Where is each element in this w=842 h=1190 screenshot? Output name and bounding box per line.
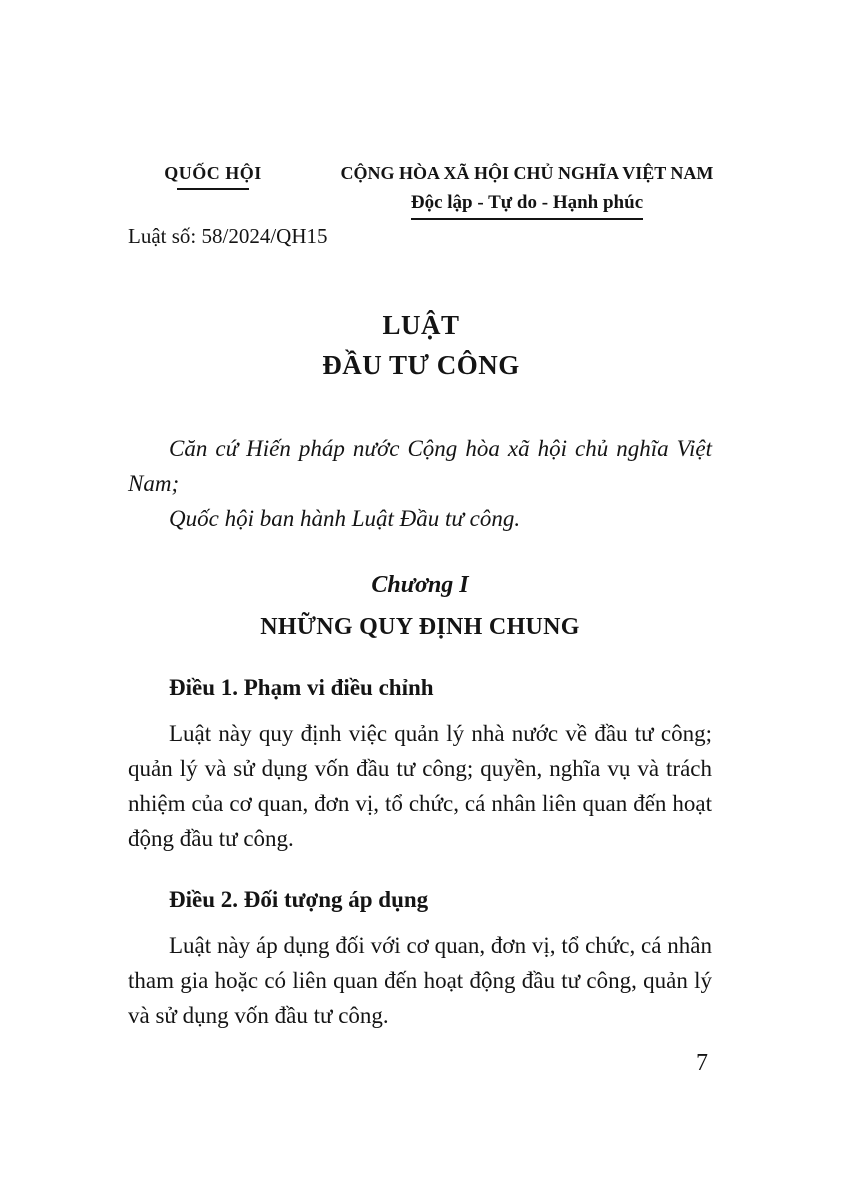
document-header [0,0,842,220]
article-2-heading: Điều 2. Đối tượng áp dụng [169,887,429,912]
preamble-clause: Quốc hội ban hành Luật Đầu tư công. [169,506,521,531]
document-title [0,305,842,385]
preamble-clause: Căn cứ Hiến pháp nước Cộng hòa xã hội chủ nghĩa Việt Nam; [128,436,712,496]
document-title-line2: ĐẦU TƯ CÔNG [322,350,520,380]
document-body [128,431,712,1033]
chapter-heading [128,568,712,644]
article-1-body: Luật này quy định việc quản lý nhà nước về đầu tư công; quản lý và sử dụng vốn đầu tư công; quyền, nghĩa vụ và trách nhiệm của cơ quan, đơn vị, tổ chức, cá nhân liên quan đến hoạt động đầu tư công. [128,721,712,851]
national-title: CỘNG HÒA XÃ HỘI CHỦ NGHĨA VIỆT NAM [340,163,714,183]
preamble [128,431,712,536]
issuer-underline [177,188,249,190]
document-title-line1: LUẬT [382,310,460,340]
article-2 [128,882,712,1033]
law-number: Luật số: 58/2024/QH15 [128,224,328,248]
article-2-body: Luật này áp dụng đối với cơ quan, đơn vị, tổ chức, cá nhân tham gia hoặc có liên quan đến hoạt động đầu tư công, quản lý và sử dụng vốn đầu tư công. [128,933,712,1028]
article-1-heading: Điều 1. Phạm vi điều chỉnh [169,675,434,700]
issuer-name: QUỐC HỘI [164,163,262,183]
issuer-block [128,163,298,220]
chapter-number: Chương I [371,572,469,598]
chapter-title: NHỮNG QUY ĐỊNH CHUNG [260,614,580,640]
page-number: 7 [696,1050,708,1076]
national-header-block [327,163,727,220]
national-motto-underline [411,192,643,220]
article-1 [128,670,712,856]
national-motto: Độc lập - Tự do - Hạnh phúc [410,192,644,213]
